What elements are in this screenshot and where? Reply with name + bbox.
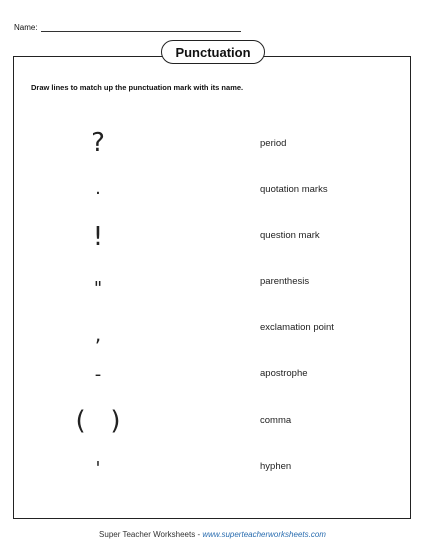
footer-link[interactable]: www.superteacherworksheets.com xyxy=(202,530,326,539)
name-period: period xyxy=(260,138,287,149)
mark-parentheses: ( ) xyxy=(75,406,121,436)
footer-separator: - xyxy=(195,530,203,539)
name-parenthesis: parenthesis xyxy=(260,276,310,287)
name-field xyxy=(14,22,241,32)
mark-hyphen: - xyxy=(94,364,102,385)
name-question-mark: question mark xyxy=(260,230,320,241)
name-exclamation-point: exclamation point xyxy=(260,322,334,333)
mark-apostrophe: ' xyxy=(95,458,101,479)
instructions: Draw lines to match up the punctuation mark with its name. xyxy=(31,83,244,92)
mark-comma: , xyxy=(94,322,102,346)
mark-exclamation: ! xyxy=(92,222,104,252)
mark-quotation: " xyxy=(93,278,103,299)
worksheet-frame xyxy=(13,56,411,519)
name-comma: comma xyxy=(260,415,292,426)
name-line[interactable] xyxy=(41,22,241,32)
mark-question: ? xyxy=(91,128,105,158)
name-label: Name: xyxy=(14,23,38,32)
name-hyphen: hyphen xyxy=(260,461,292,472)
mark-period: . xyxy=(95,178,101,199)
name-quotation-marks: quotation marks xyxy=(260,184,328,195)
name-apostrophe: apostrophe xyxy=(260,368,308,379)
worksheet-title: Punctuation xyxy=(161,40,265,64)
footer-brand: Super Teacher Worksheets xyxy=(99,530,196,539)
footer xyxy=(0,530,425,539)
